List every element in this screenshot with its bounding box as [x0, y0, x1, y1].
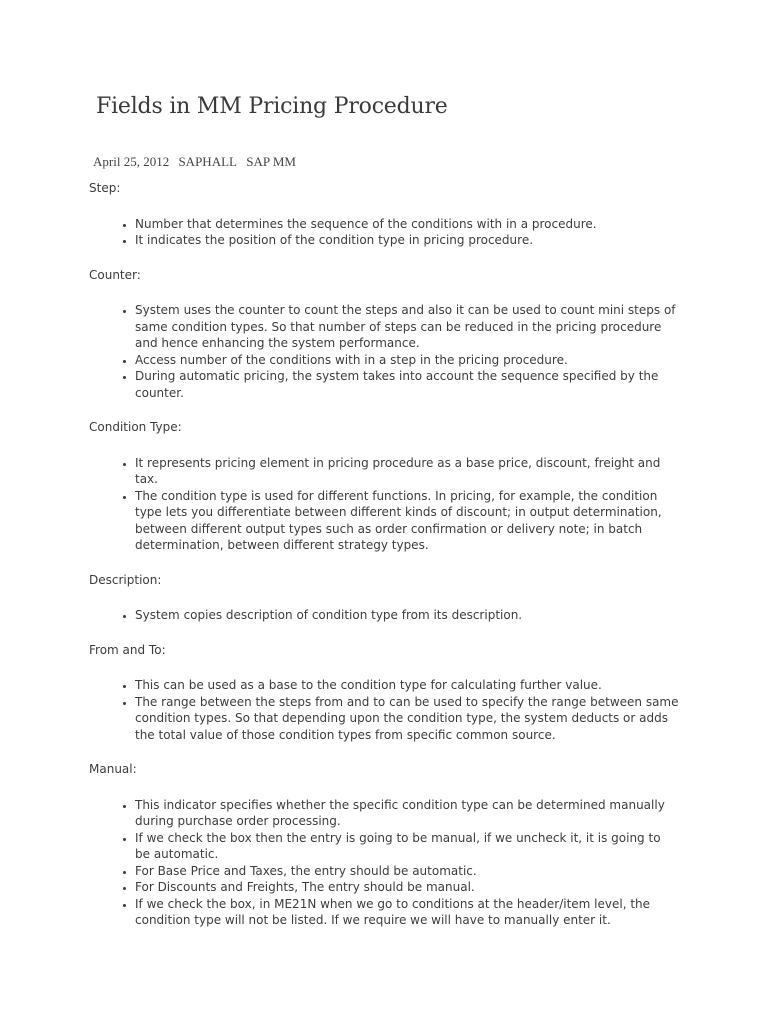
section-heading: Step:: [89, 181, 121, 195]
post-category: SAP MM: [246, 154, 296, 169]
list-item: • System uses the counter to count the steps and also it can be used to count mini steps of same condition types. So that number of steps can be reduced in the pricing procedure and hence enhancing the system performance.: [135, 302, 679, 352]
bullet-list: [89, 677, 679, 743]
section-heading: Manual:: [89, 762, 137, 776]
list-item: • For Base Price and Taxes, the entry should be automatic.: [135, 863, 679, 880]
list-item: • During automatic pricing, the system takes into account the sequence specified by the counter.: [135, 368, 679, 401]
list-item: • If we check the box then the entry is going to be manual, if we uncheck it, it is going to be automatic.: [135, 830, 679, 863]
page-title: Fields in MM Pricing Procedure: [96, 94, 448, 119]
list-item: • It represents pricing element in pricing procedure as a base price, discount, freight and tax.: [135, 455, 679, 488]
list-item: • Number that determines the sequence of the conditions with in a procedure.: [135, 216, 679, 233]
list-item: • System copies description of condition type from its description.: [135, 607, 679, 624]
section-step: [89, 180, 679, 249]
list-item: • This can be used as a base to the condition type for calculating further value.: [135, 677, 679, 694]
section-heading: From and To:: [89, 642, 166, 657]
post-meta: [93, 154, 302, 170]
section-from-and-to: [89, 642, 679, 744]
section-heading: Counter:: [89, 267, 141, 282]
list-item: • This indicator specifies whether the specific condition type can be determined manually during purchase order processing.: [135, 797, 679, 830]
list-item: • The range between the steps from and to can be used to specify the range between same condition types. So that depending upon the condition type, the system deducts or adds the total value of those condition types from specific common source.: [135, 694, 679, 744]
bullet-list: [89, 455, 679, 554]
section-heading: Description:: [89, 572, 162, 587]
bullet-list: [89, 607, 679, 624]
bullet-list: [89, 302, 679, 401]
list-item: • Access number of the conditions with in a step in the pricing procedure.: [135, 352, 679, 369]
section-heading: Condition Type:: [89, 420, 182, 434]
list-item: • The condition type is used for different functions. In pricing, for example, the condition type lets you differentiate between different kinds of discount; in output determination, between different output types such as order confirmation or delivery note; in batch determination, between different strategy types.: [135, 488, 679, 554]
bullet-list: [89, 216, 679, 249]
bullet-list: [89, 797, 679, 929]
list-item: • It indicates the position of the condition type in pricing procedure.: [135, 232, 679, 249]
section-description: [89, 572, 679, 624]
section-manual: [89, 761, 679, 929]
list-item: • If we check the box, in ME21N when we go to conditions at the header/item level, the condition type will not be listed. If we require we will have to manually enter it.: [135, 896, 679, 929]
list-item: • For Discounts and Freights, The entry should be manual.: [135, 879, 679, 896]
section-condition-type: [89, 419, 679, 554]
section-counter: [89, 267, 679, 402]
article-body: [89, 180, 679, 947]
post-author: SAPHALL: [178, 154, 237, 169]
post-date: April 25, 2012: [93, 154, 170, 169]
